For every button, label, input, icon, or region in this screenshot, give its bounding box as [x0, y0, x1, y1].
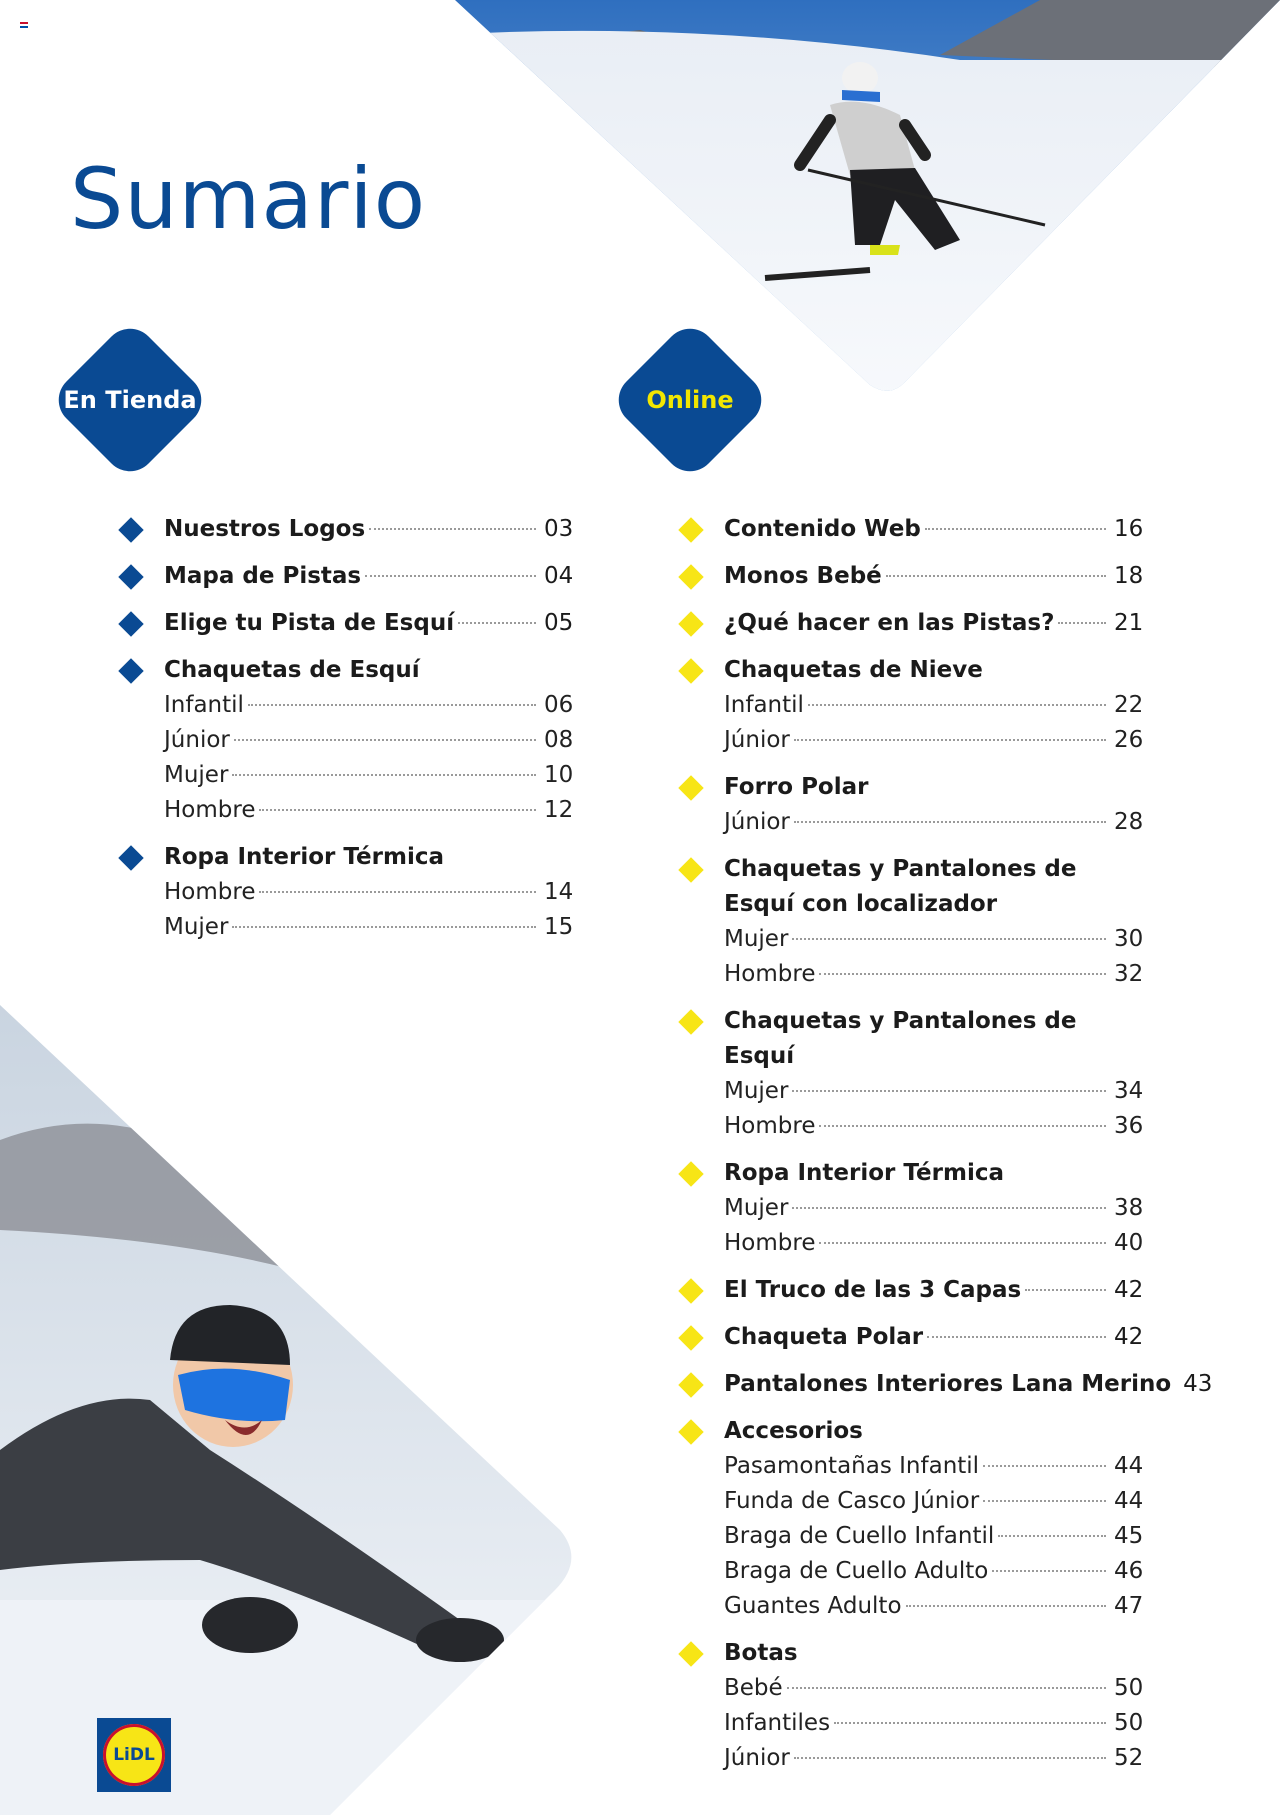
dot-leader: [927, 1336, 1106, 1338]
spacer: [678, 992, 1148, 1004]
toc-heading[interactable]: [678, 1273, 1148, 1308]
toc-group: [678, 770, 1148, 840]
toc-entry[interactable]: [678, 688, 1148, 723]
page-number: 10: [544, 762, 574, 788]
toc-entry-label: Mujer: [164, 914, 229, 940]
toc-group: [678, 1414, 1148, 1624]
toc-heading-label: Elige tu Pista de Esquí: [164, 610, 455, 636]
toc-heading-label: Ropa Interior Térmica: [724, 1160, 1004, 1186]
dot-leader: [819, 1242, 1106, 1244]
toc-group: [118, 606, 578, 641]
toc-heading[interactable]: [678, 606, 1148, 641]
toc-entry[interactable]: [678, 922, 1148, 957]
page-number: 12: [544, 797, 574, 823]
toc-en-tienda: [118, 512, 578, 957]
dot-leader: [369, 528, 536, 530]
toc-group: [678, 1273, 1148, 1308]
page-number: 44: [1114, 1488, 1144, 1514]
toc-group: [678, 1636, 1148, 1776]
toc-heading-row: [164, 512, 578, 547]
badge-label: En Tienda: [63, 386, 197, 414]
diamond-bullet-icon: [678, 564, 703, 589]
diamond-bullet-icon: [678, 857, 703, 882]
toc-heading[interactable]: [678, 559, 1148, 594]
toc-entry-label: Funda de Casco Júnior: [724, 1488, 980, 1514]
diamond-bullet-icon: [678, 1641, 703, 1666]
spacer: [678, 1144, 1148, 1156]
page-number: 50: [1114, 1710, 1144, 1736]
toc-entry-label: Hombre: [724, 961, 816, 987]
toc-heading-row: [724, 1320, 1148, 1355]
toc-group: [118, 512, 578, 547]
diamond-bullet-icon: [678, 658, 703, 683]
page-number: 06: [544, 692, 574, 718]
spacer: [678, 1261, 1148, 1273]
toc-group: [678, 1004, 1148, 1144]
toc-entry[interactable]: [678, 1671, 1148, 1706]
toc-entry[interactable]: [678, 1109, 1148, 1144]
toc-entry-label: Guantes Adulto: [724, 1593, 902, 1619]
diamond-bullet-icon: [678, 611, 703, 636]
page-number: 42: [1114, 1277, 1144, 1303]
diamond-bullet-icon: [678, 517, 703, 542]
toc-heading-label: ¿Qué hacer en las Pistas?: [724, 610, 1055, 636]
toc-heading[interactable]: [118, 512, 578, 547]
toc-heading[interactable]: [678, 512, 1148, 547]
dot-leader: [232, 926, 536, 928]
toc-heading-label: Chaquetas de Esquí: [164, 657, 420, 683]
dot-leader: [232, 774, 536, 776]
dot-leader: [886, 575, 1106, 577]
toc-entry[interactable]: [678, 805, 1148, 840]
toc-entry-label: Infantil: [724, 692, 804, 718]
child-in-snow-photo: [0, 1000, 600, 1815]
badge-online: [605, 315, 775, 485]
page-number: 30: [1114, 926, 1144, 952]
toc-heading-label: Forro Polar: [724, 774, 869, 800]
page-number: 32: [1114, 961, 1144, 987]
page-number: 14: [544, 879, 574, 905]
toc-heading[interactable]: [678, 1156, 1148, 1191]
dot-leader: [787, 1687, 1106, 1689]
toc-heading[interactable]: [678, 852, 1148, 922]
dot-leader: [906, 1605, 1106, 1607]
toc-entry-label: Hombre: [724, 1230, 816, 1256]
toc-entry[interactable]: [678, 1741, 1148, 1776]
toc-heading-label: Pantalones Interiores Lana Merino: [724, 1371, 1172, 1397]
toc-heading[interactable]: [678, 653, 1148, 688]
page-number: 15: [544, 914, 574, 940]
page-number: 26: [1114, 727, 1144, 753]
spacer: [678, 1776, 1148, 1788]
page-number: 46: [1114, 1558, 1144, 1584]
dot-leader: [819, 973, 1106, 975]
toc-group: [678, 559, 1148, 594]
page-number: 22: [1114, 692, 1144, 718]
toc-entry[interactable]: [678, 1706, 1148, 1741]
diamond-bullet-icon: [678, 1161, 703, 1186]
toc-entry-label: Infantiles: [724, 1710, 831, 1736]
toc-entry-label: Júnior: [724, 727, 790, 753]
toc-heading-label: El Truco de las 3 Capas: [724, 1277, 1022, 1303]
page-number: 18: [1114, 563, 1144, 589]
toc-group: [678, 606, 1148, 641]
diamond-bullet-icon: [678, 1325, 703, 1350]
skier-photo: [440, 0, 1280, 400]
page-number: 38: [1114, 1195, 1144, 1221]
toc-entry-label: Mujer: [724, 1078, 789, 1104]
dot-leader: [248, 704, 536, 706]
dot-leader: [992, 1570, 1106, 1572]
spacer: [678, 840, 1148, 852]
dot-leader: [1025, 1289, 1106, 1291]
diamond-bullet-icon: [118, 658, 143, 683]
toc-heading-label: Ropa Interior Térmica: [164, 844, 444, 870]
logo-wordmark: LiDL: [103, 1724, 165, 1786]
toc-heading-label: Chaqueta Polar: [724, 1324, 924, 1350]
toc-entry[interactable]: [678, 1589, 1148, 1624]
toc-group: [678, 1320, 1148, 1355]
page-number: 50: [1114, 1675, 1144, 1701]
toc-online: [678, 512, 1213, 1788]
toc-heading-row: [724, 1367, 1213, 1402]
spacer: [678, 758, 1148, 770]
toc-entry[interactable]: [678, 1484, 1148, 1519]
toc-group: [118, 559, 578, 594]
toc-heading[interactable]: [678, 1004, 1148, 1074]
dot-leader: [925, 528, 1106, 530]
toc-heading[interactable]: [678, 1320, 1148, 1355]
toc-heading[interactable]: [118, 559, 578, 594]
dot-leader: [983, 1465, 1106, 1467]
spacer: [118, 828, 578, 840]
page-number: 42: [1114, 1324, 1144, 1350]
toc-heading-label: Chaquetas y Pantalones de Esquí con localizador: [724, 856, 1077, 917]
spacer: [678, 1402, 1148, 1414]
toc-entry-label: Braga de Cuello Adulto: [724, 1558, 989, 1584]
toc-entry[interactable]: [118, 723, 578, 758]
toc-heading-row: [724, 1273, 1148, 1308]
toc-entry[interactable]: [118, 875, 578, 910]
toc-entry[interactable]: [118, 758, 578, 793]
page-number: 28: [1114, 809, 1144, 835]
page-number: 04: [544, 563, 574, 589]
toc-entry-label: Bebé: [724, 1675, 783, 1701]
dot-leader: [365, 575, 536, 577]
spacer: [678, 547, 1148, 559]
spacer: [118, 945, 578, 957]
page-number: 05: [544, 610, 574, 636]
toc-entry[interactable]: [678, 1554, 1148, 1589]
page-number: 40: [1114, 1230, 1144, 1256]
toc-heading-label: Accesorios: [724, 1418, 863, 1444]
toc-entry-label: Braga de Cuello Infantil: [724, 1523, 995, 1549]
dot-leader: [794, 821, 1106, 823]
toc-heading[interactable]: [678, 770, 1148, 805]
diamond-bullet-icon: [118, 845, 143, 870]
page-number: 03: [544, 516, 574, 542]
toc-heading-label: Monos Bebé: [724, 563, 882, 589]
toc-heading[interactable]: [678, 1414, 1148, 1449]
toc-entry-label: Mujer: [724, 926, 789, 952]
dot-leader: [458, 622, 536, 624]
page-number: 34: [1114, 1078, 1144, 1104]
dot-leader: [819, 1125, 1106, 1127]
toc-entry[interactable]: [118, 688, 578, 723]
diamond-bullet-icon: [118, 611, 143, 636]
toc-entry-label: Hombre: [164, 879, 256, 905]
toc-group: [678, 512, 1148, 547]
page-number: 47: [1114, 1593, 1144, 1619]
toc-heading[interactable]: [118, 840, 578, 875]
dot-leader: [792, 1090, 1106, 1092]
spacer: [118, 547, 578, 559]
badge-label: Online: [646, 386, 734, 414]
toc-group: [118, 840, 578, 945]
badge-en-tienda: [45, 315, 215, 485]
toc-entry[interactable]: [678, 1226, 1148, 1261]
spacer: [118, 641, 578, 653]
page-number: 45: [1114, 1523, 1144, 1549]
diamond-bullet-icon: [678, 775, 703, 800]
toc-entry-label: Júnior: [724, 809, 790, 835]
spacer: [678, 594, 1148, 606]
dot-leader: [792, 1207, 1106, 1209]
toc-heading-label: Chaquetas de Nieve: [724, 657, 983, 683]
page-number: 36: [1114, 1113, 1144, 1139]
toc-entry-label: Infantil: [164, 692, 244, 718]
spacer: [678, 1308, 1148, 1320]
toc-entry-label: Mujer: [724, 1195, 789, 1221]
toc-group: [118, 653, 578, 828]
toc-entry[interactable]: [678, 723, 1148, 758]
dot-leader: [983, 1500, 1106, 1502]
toc-heading-row: [164, 606, 578, 641]
dot-leader: [794, 1757, 1106, 1759]
page-number: 08: [544, 727, 574, 753]
page-number: 43: [1183, 1371, 1213, 1397]
toc-entry[interactable]: [118, 793, 578, 828]
toc-entry[interactable]: [678, 1449, 1148, 1484]
toc-heading[interactable]: [118, 653, 578, 688]
toc-entry-label: Mujer: [164, 762, 229, 788]
toc-entry[interactable]: [678, 1519, 1148, 1554]
dot-leader: [834, 1722, 1106, 1724]
dot-leader: [259, 809, 536, 811]
page-number: 44: [1114, 1453, 1144, 1479]
dot-leader: [792, 938, 1106, 940]
toc-group: [678, 653, 1148, 758]
dot-leader: [794, 739, 1106, 741]
toc-heading-label: Nuestros Logos: [164, 516, 366, 542]
lidl-logo: [97, 1718, 171, 1792]
toc-heading[interactable]: [678, 1636, 1148, 1671]
toc-entry[interactable]: [678, 957, 1148, 992]
toc-heading-row: [724, 606, 1148, 641]
spacer: [678, 1624, 1148, 1636]
dot-leader: [808, 704, 1106, 706]
dot-leader: [259, 891, 536, 893]
toc-entry-label: Hombre: [724, 1113, 816, 1139]
toc-entry-label: Júnior: [164, 727, 230, 753]
dot-leader: [1058, 622, 1106, 624]
toc-heading-row: [164, 559, 578, 594]
toc-entry-label: Hombre: [164, 797, 256, 823]
page-number: 21: [1114, 610, 1144, 636]
toc-group: [678, 1367, 1213, 1402]
spacer: [678, 1355, 1148, 1367]
toc-group: [678, 852, 1148, 992]
dot-leader: [234, 739, 536, 741]
diamond-bullet-icon: [678, 1278, 703, 1303]
diamond-bullet-icon: [678, 1372, 703, 1397]
toc-entry[interactable]: [118, 910, 578, 945]
page-number: 52: [1114, 1745, 1144, 1771]
diamond-bullet-icon: [118, 564, 143, 589]
toc-entry[interactable]: [678, 1191, 1148, 1226]
diamond-bullet-icon: [678, 1419, 703, 1444]
page-number: 16: [1114, 516, 1144, 542]
toc-heading-label: Botas: [724, 1640, 798, 1666]
toc-heading-label: Mapa de Pistas: [164, 563, 362, 589]
toc-heading-label: Contenido Web: [724, 516, 921, 542]
diamond-bullet-icon: [678, 1009, 703, 1034]
dot-leader: [998, 1535, 1106, 1537]
toc-entry-label: Pasamontañas Infantil: [724, 1453, 980, 1479]
toc-heading[interactable]: [118, 606, 578, 641]
toc-entry-label: Júnior: [724, 1745, 790, 1771]
toc-heading-row: [724, 512, 1148, 547]
spacer: [678, 641, 1148, 653]
toc-group: [678, 1156, 1148, 1261]
diamond-bullet-icon: [118, 517, 143, 542]
toc-entry[interactable]: [678, 1074, 1148, 1109]
page-title: Sumario: [70, 150, 427, 248]
toc-heading[interactable]: [678, 1367, 1213, 1402]
spacer: [118, 594, 578, 606]
toc-heading-row: [724, 559, 1148, 594]
toc-heading-label: Chaquetas y Pantalones de Esquí: [724, 1008, 1077, 1069]
